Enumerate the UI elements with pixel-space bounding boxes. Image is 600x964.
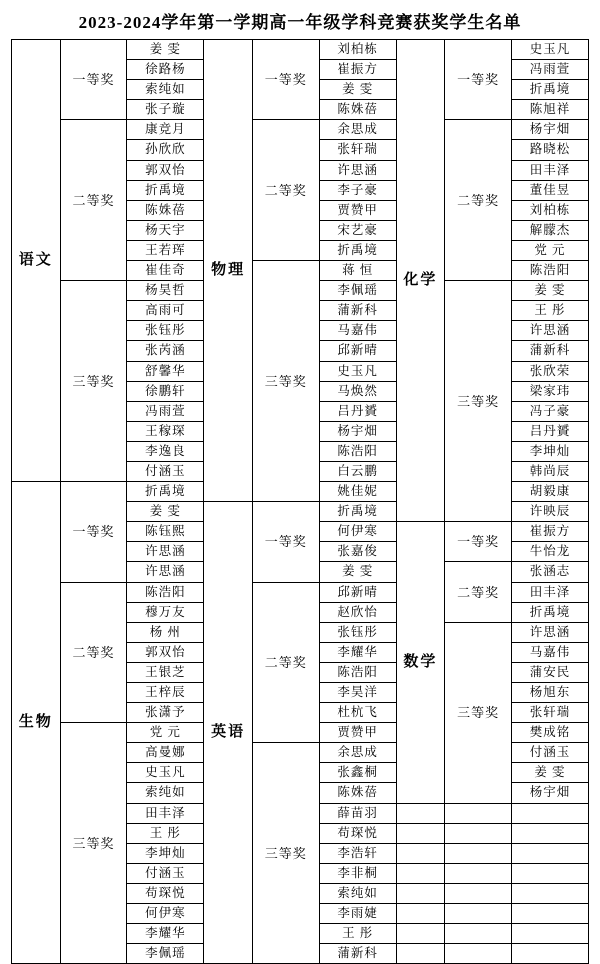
student-name-cell: 付涵玉 [511, 743, 588, 763]
student-name-cell: 折禹境 [319, 502, 396, 522]
student-name-cell: 薛苗羽 [319, 803, 396, 823]
student-name-cell: 舒馨华 [127, 361, 204, 381]
student-name-cell: 杨天宇 [127, 220, 204, 240]
student-name-cell: 李子豪 [319, 180, 396, 200]
student-name-cell: 董佳昱 [511, 180, 588, 200]
student-name-cell: 宋艺豪 [319, 220, 396, 240]
empty-cell [396, 883, 445, 903]
student-name-cell: 张嘉俊 [319, 542, 396, 562]
student-name-cell: 陈旭祥 [511, 100, 588, 120]
student-name-cell: 杨宇畑 [511, 783, 588, 803]
prize-level-cell: 一等奖 [60, 40, 127, 120]
student-name-cell: 张芮涵 [127, 341, 204, 361]
student-name-cell: 苟琛悦 [127, 883, 204, 903]
empty-cell [445, 863, 512, 883]
prize-level-cell: 二等奖 [445, 562, 512, 622]
student-name-cell: 索纯如 [319, 883, 396, 903]
student-name-cell: 贾赞甲 [319, 723, 396, 743]
empty-cell [445, 883, 512, 903]
student-name-cell: 付涵玉 [127, 863, 204, 883]
empty-cell [511, 904, 588, 924]
student-name-cell: 邱新晴 [319, 341, 396, 361]
prize-level-cell: 二等奖 [445, 120, 512, 281]
subject-cell: 化学 [396, 40, 445, 522]
empty-cell [445, 823, 512, 843]
student-name-cell: 张子璇 [127, 100, 204, 120]
student-name-cell: 陈姝蓓 [319, 783, 396, 803]
prize-level-cell: 一等奖 [252, 502, 319, 582]
student-name-cell: 李浩轩 [319, 843, 396, 863]
student-name-cell: 王 彤 [319, 924, 396, 944]
empty-cell [396, 863, 445, 883]
student-name-cell: 付涵玉 [127, 461, 204, 481]
empty-cell [396, 803, 445, 823]
student-name-cell: 王梓辰 [127, 683, 204, 703]
student-name-cell: 李耀华 [319, 642, 396, 662]
student-name-cell: 王稼琛 [127, 421, 204, 441]
student-name-cell: 杨宇畑 [511, 120, 588, 140]
student-name-cell: 樊成铭 [511, 723, 588, 743]
empty-cell [445, 803, 512, 823]
empty-cell [511, 803, 588, 823]
student-name-cell: 蒋 恒 [319, 261, 396, 281]
prize-level-cell: 二等奖 [60, 582, 127, 723]
student-name-cell: 田丰泽 [511, 160, 588, 180]
prize-level-cell: 三等奖 [252, 261, 319, 502]
prize-level-cell: 一等奖 [60, 482, 127, 582]
student-name-cell: 张鑫桐 [319, 763, 396, 783]
subject-cell: 语文 [12, 40, 61, 482]
student-name-cell: 陈浩阳 [127, 582, 204, 602]
student-name-cell: 王 彤 [127, 823, 204, 843]
prize-level-cell: 一等奖 [445, 40, 512, 120]
empty-cell [511, 944, 588, 964]
student-name-cell: 张欣荣 [511, 361, 588, 381]
empty-cell [445, 944, 512, 964]
student-name-cell: 史玉凡 [319, 361, 396, 381]
student-name-cell: 徐鹏轩 [127, 381, 204, 401]
student-name-cell: 折禹境 [511, 80, 588, 100]
student-name-cell: 折禹境 [127, 180, 204, 200]
student-name-cell: 冯雨萱 [127, 401, 204, 421]
student-name-cell: 吕丹贇 [511, 421, 588, 441]
student-name-cell: 张涵志 [511, 562, 588, 582]
empty-cell [511, 924, 588, 944]
student-name-cell: 陈浩阳 [511, 261, 588, 281]
student-name-cell: 崔振方 [511, 522, 588, 542]
student-name-cell: 索纯如 [127, 80, 204, 100]
student-name-cell: 党 元 [511, 240, 588, 260]
empty-cell [396, 823, 445, 843]
student-name-cell: 马焕然 [319, 381, 396, 401]
student-name-cell: 徐路杨 [127, 60, 204, 80]
student-name-cell: 苟琛悦 [319, 823, 396, 843]
student-name-cell: 王银芝 [127, 662, 204, 682]
student-name-cell: 余思成 [319, 743, 396, 763]
empty-cell [396, 924, 445, 944]
student-name-cell: 陈浩阳 [319, 441, 396, 461]
student-name-cell: 李坤灿 [511, 441, 588, 461]
student-name-cell: 陈钰熙 [127, 522, 204, 542]
prize-level-cell: 三等奖 [60, 281, 127, 482]
empty-cell [445, 843, 512, 863]
prize-level-cell: 二等奖 [60, 120, 127, 281]
student-name-cell: 姜 雯 [127, 40, 204, 60]
student-name-cell: 牛怡龙 [511, 542, 588, 562]
student-name-cell: 解朦杰 [511, 220, 588, 240]
student-name-cell: 许思涵 [511, 321, 588, 341]
student-name-cell: 史玉凡 [511, 40, 588, 60]
student-name-cell: 田丰泽 [511, 582, 588, 602]
student-name-cell: 党 元 [127, 723, 204, 743]
student-name-cell: 李佩瑶 [127, 944, 204, 964]
prize-level-cell: 二等奖 [252, 582, 319, 743]
student-name-cell: 吕丹贇 [319, 401, 396, 421]
student-name-cell: 李非桐 [319, 863, 396, 883]
student-name-cell: 梁家玮 [511, 381, 588, 401]
student-name-cell: 马嘉伟 [511, 642, 588, 662]
page-title: 2023-2024学年第一学期高一年级学科竞赛获奖学生名单 [78, 13, 522, 32]
student-name-cell: 蒲新科 [319, 944, 396, 964]
student-name-cell: 蒲新科 [319, 301, 396, 321]
student-name-cell: 李耀华 [127, 924, 204, 944]
student-name-cell: 穆万友 [127, 602, 204, 622]
student-name-cell: 刘柏栋 [511, 200, 588, 220]
student-name-cell: 张轩瑞 [511, 703, 588, 723]
student-name-cell: 何伊寒 [127, 904, 204, 924]
student-name-cell: 冯子豪 [511, 401, 588, 421]
table-row [12, 40, 589, 60]
student-name-cell: 张钰彤 [127, 321, 204, 341]
empty-cell [396, 843, 445, 863]
student-name-cell: 姚佳妮 [319, 482, 396, 502]
student-name-cell: 王若珲 [127, 240, 204, 260]
empty-cell [445, 924, 512, 944]
empty-cell [445, 904, 512, 924]
student-name-cell: 王 彤 [511, 301, 588, 321]
student-name-cell: 崔佳奇 [127, 261, 204, 281]
empty-cell [511, 883, 588, 903]
student-name-cell: 张轩瑞 [319, 140, 396, 160]
student-name-cell: 韩尚辰 [511, 461, 588, 481]
student-name-cell: 许思涵 [127, 562, 204, 582]
student-name-cell: 贾赞甲 [319, 200, 396, 220]
student-name-cell: 高雨可 [127, 301, 204, 321]
prize-level-cell: 三等奖 [252, 743, 319, 964]
student-name-cell: 杨宇畑 [319, 421, 396, 441]
student-name-cell: 蒲安民 [511, 662, 588, 682]
student-name-cell: 张潇予 [127, 703, 204, 723]
student-name-cell: 余思成 [319, 120, 396, 140]
subject-cell: 英语 [204, 502, 253, 964]
student-name-cell: 姜 雯 [319, 562, 396, 582]
student-name-cell: 张钰彤 [319, 622, 396, 642]
student-name-cell: 何伊寒 [319, 522, 396, 542]
prize-level-cell: 三等奖 [445, 622, 512, 803]
student-name-cell: 许思涵 [127, 542, 204, 562]
student-name-cell: 许思涵 [319, 160, 396, 180]
student-name-cell: 康竞月 [127, 120, 204, 140]
student-name-cell: 邱新晴 [319, 582, 396, 602]
student-name-cell: 郭双怡 [127, 160, 204, 180]
student-name-cell: 刘柏栋 [319, 40, 396, 60]
prize-level-cell: 一等奖 [252, 40, 319, 120]
student-name-cell: 杨旭东 [511, 683, 588, 703]
award-name-list-table [11, 39, 589, 964]
empty-cell [511, 823, 588, 843]
student-name-cell: 赵欣怡 [319, 602, 396, 622]
student-name-cell: 陈浩阳 [319, 662, 396, 682]
prize-level-cell: 三等奖 [60, 723, 127, 964]
empty-cell [511, 843, 588, 863]
student-name-cell: 高曼娜 [127, 743, 204, 763]
student-name-cell: 索纯如 [127, 783, 204, 803]
student-name-cell: 姜 雯 [319, 80, 396, 100]
student-name-cell: 姜 雯 [127, 502, 204, 522]
student-name-cell: 胡毅康 [511, 482, 588, 502]
student-name-cell: 杨 州 [127, 622, 204, 642]
subject-cell: 生物 [12, 482, 61, 964]
empty-cell [511, 863, 588, 883]
prize-level-cell: 二等奖 [252, 120, 319, 261]
empty-cell [396, 904, 445, 924]
student-name-cell: 李雨婕 [319, 904, 396, 924]
student-name-cell: 陈姝蓓 [127, 200, 204, 220]
student-name-cell: 崔振方 [319, 60, 396, 80]
student-name-cell: 折禹境 [319, 240, 396, 260]
subject-cell: 物理 [204, 40, 253, 502]
student-name-cell: 姜 雯 [511, 281, 588, 301]
student-name-cell: 李佩瑶 [319, 281, 396, 301]
student-name-cell: 史玉凡 [127, 763, 204, 783]
student-name-cell: 许思涵 [511, 622, 588, 642]
student-name-cell: 姜 雯 [511, 763, 588, 783]
student-name-cell: 杜杭飞 [319, 703, 396, 723]
student-name-cell: 冯雨萱 [511, 60, 588, 80]
student-name-cell: 折禹境 [127, 482, 204, 502]
student-name-cell: 李昊洋 [319, 683, 396, 703]
student-name-cell: 白云鹏 [319, 461, 396, 481]
prize-level-cell: 一等奖 [445, 522, 512, 562]
student-name-cell: 田丰泽 [127, 803, 204, 823]
student-name-cell: 蒲新科 [511, 341, 588, 361]
student-name-cell: 孙欣欣 [127, 140, 204, 160]
prize-level-cell: 三等奖 [445, 281, 512, 522]
student-name-cell: 陈姝蓓 [319, 100, 396, 120]
table-row [12, 120, 589, 140]
student-name-cell: 李坤灿 [127, 843, 204, 863]
student-name-cell: 李逸良 [127, 441, 204, 461]
subject-cell: 数学 [396, 522, 445, 803]
student-name-cell: 马嘉伟 [319, 321, 396, 341]
student-name-cell: 路晓松 [511, 140, 588, 160]
student-name-cell: 郭双怡 [127, 642, 204, 662]
student-name-cell: 折禹境 [511, 602, 588, 622]
student-name-cell: 许映辰 [511, 502, 588, 522]
student-name-cell: 杨昊哲 [127, 281, 204, 301]
empty-cell [396, 944, 445, 964]
